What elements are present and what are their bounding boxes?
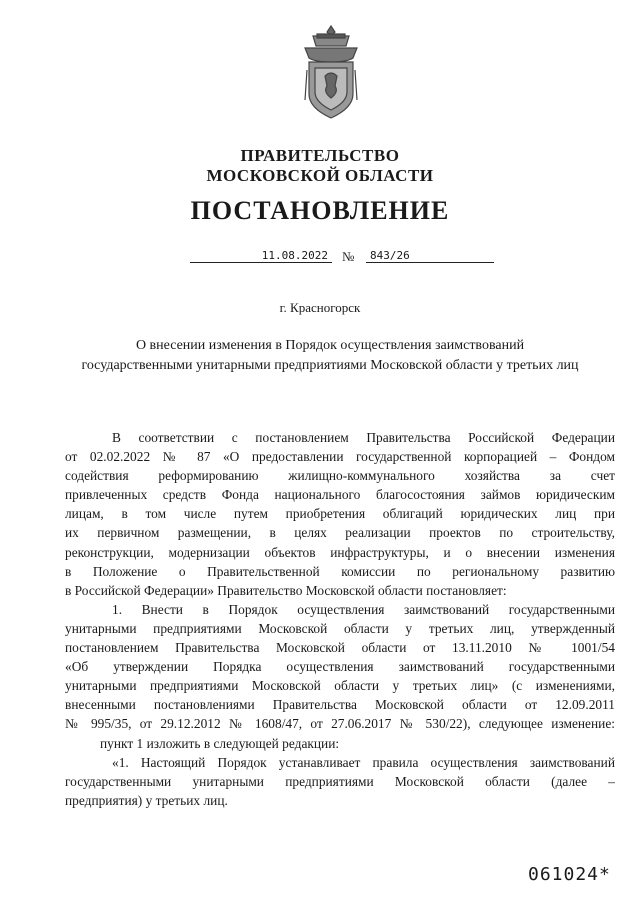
body-line: 1. Внести в Порядок осуществления заимствований государственными	[112, 601, 615, 617]
body-line: в Положение о Правительственной комиссии по региональному развитию	[65, 563, 615, 579]
document-date: 11.08.2022	[190, 249, 332, 263]
number-sign: №	[342, 249, 355, 264]
body-line: содействия реформированию жилищно-коммунального хозяйства за счет	[65, 468, 615, 484]
city-name: г. Красногорск	[279, 300, 361, 315]
body-line: № 995/35, от 29.12.2012 № 1608/47, от 27.06.2017 № 530/22), следующее изменение:	[65, 716, 615, 732]
body-line: внесенными постановлениями Правительства Московской области от 12.09.2011	[65, 697, 615, 713]
body-line: лицам, в том числе путем приобретения облигаций юридических лиц при	[65, 506, 615, 522]
body-line: их первичном размещении, в целях реализации проектов по строительству,	[65, 525, 615, 541]
body-line: «Об утверждении Порядка осуществления заимствований государственными	[65, 659, 615, 675]
document-number: 843/26	[366, 249, 494, 263]
body-line: реконструкции, модернизации объектов инфраструктуры, и о внесении изменения	[65, 544, 615, 560]
body-line: предприятия) у третьих лиц.	[65, 792, 228, 808]
body-line: «1. Настоящий Порядок устанавливает правила осуществления заимствований	[112, 754, 615, 770]
body-line: в Российской Федерации» Правительство Московской области постановляет:	[65, 582, 507, 598]
government-name-line-2: МОСКОВСКОЙ ОБЛАСТИ	[206, 166, 434, 185]
stamp-digits: 061024	[528, 864, 600, 885]
body-line: В соответствии с постановлением Правительства Российской Федерации	[112, 430, 615, 445]
body-line: унитарными предприятиями Московской области у третьих лиц, утвержденный	[65, 620, 615, 636]
body-line: государственными унитарными предприятиями Московской области (далее –	[65, 773, 615, 789]
body-line: унитарными предприятиями Московской области у третьих лиц» (с изменениями,	[65, 678, 615, 694]
document-type-title: ПОСТАНОВЛЕНИЕ	[190, 196, 450, 225]
coat-of-arms-emblem	[303, 22, 359, 122]
body-line: пункт 1 изложить в следующей редакции:	[100, 735, 340, 751]
subject-line-1: О внесении изменения в Порядок осуществления заимствований	[135, 338, 525, 353]
government-name-line-1: ПРАВИТЕЛЬСТВО	[240, 146, 400, 165]
stamp-number	[528, 864, 611, 885]
body-line: привлеченных средств Фонда национального благосостояния займов юридическим	[65, 487, 615, 503]
body-line: от 02.02.2022 № 87 «О предоставлении государственной корпорацией – Фондом	[65, 449, 615, 465]
stamp-asterisk: *	[599, 864, 611, 885]
body-line: постановлением Правительства Московской области от 13.11.2010 № 1001/54	[65, 640, 615, 656]
document-body	[65, 428, 615, 810]
subject-line-2: государственными унитарными предприятиями Московской области у третьих лиц	[81, 358, 579, 373]
